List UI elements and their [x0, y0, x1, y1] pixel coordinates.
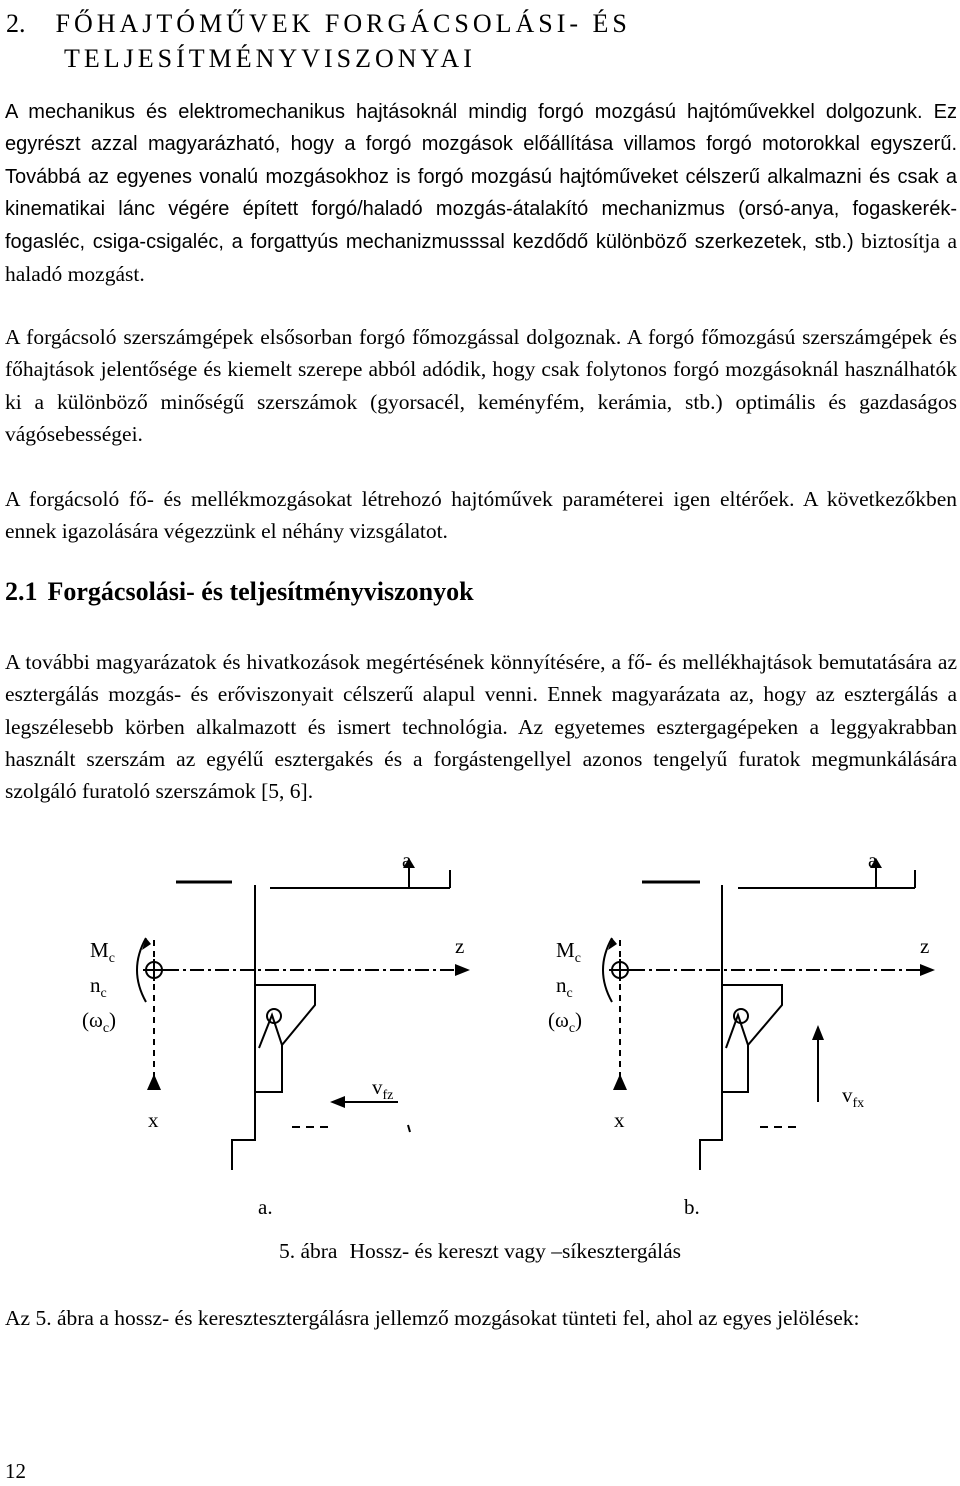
figure-caption-text: Hossz- és kereszt vagy –síkesztergálás: [349, 1239, 682, 1263]
left-label-z: z: [455, 934, 465, 958]
right-label-mc: [556, 938, 581, 967]
left-label-a: a: [402, 848, 412, 872]
right-feed-arrow: [812, 1025, 824, 1040]
left-tool-holder: [255, 985, 315, 1092]
right-tool-holder: [722, 985, 782, 1092]
right-label-vf: [842, 1083, 864, 1112]
figure-caption: [0, 1239, 960, 1264]
right-label-a: a: [868, 848, 878, 872]
paragraph-turning: A további magyarázatok és hivatkozások megértésének könnyítésére, a fő- és mellékhajtások bemutatására az esztergálás mozgás- és erőviszonyait célszerű alapul venni. Ennek magyarázata az, hogy az esztergálás a legszélesebb körben alkalmazott és ismert technológia. Az egyetemes esztergagépeken a leggyakrabban használt szerszám az egyélű esztergakés és a forgástengellyel azonos tengelyű furatok megmunkálására szolgáló furatoló szerszámok [5, 6].: [5, 650, 957, 804]
right-nc-subscript: c: [566, 986, 573, 1002]
left-omega-symbol: (ω: [82, 1008, 103, 1032]
chapter-title-line1: FŐHAJTÓMŰVEK FORGÁCSOLÁSI- ÉS: [55, 9, 631, 38]
turning-diagram-svg: [0, 840, 960, 1200]
right-omega-symbol: (ω: [548, 1008, 569, 1032]
left-vf-symbol: v: [372, 1075, 383, 1099]
right-sub-label: b.: [684, 1195, 700, 1219]
left-nc-subscript: c: [100, 986, 107, 1002]
left-label-omega: [82, 1008, 116, 1037]
right-vf-symbol: v: [842, 1083, 853, 1107]
figure-caption-number: 5. ábra: [278, 1239, 338, 1263]
right-omega-close: ): [575, 1008, 583, 1032]
left-nc-symbol: n: [90, 973, 101, 997]
section-heading: [5, 577, 474, 607]
left-x-axis-arrow: [147, 1074, 161, 1090]
paragraph-intro-serif: biztosítja a haladó mozgást.: [5, 229, 957, 287]
left-vf-subscript: fz: [382, 1088, 394, 1104]
paragraph-figure-ref: Az 5. ábra a hossz- és keresztesztergálásra jellemző mozgásokat tünteti fel, ahol az egyes jelölések:: [5, 1306, 860, 1330]
chapter-title-line2: TELJESÍTMÉNYVISZONYAI: [64, 44, 476, 73]
chapter-number: 2.: [6, 9, 26, 38]
left-label-mc: [90, 938, 115, 967]
chapter-heading: [6, 6, 946, 76]
right-cutting-insert: [726, 1015, 748, 1048]
page-number: 12: [5, 1459, 26, 1483]
left-sub-label: a.: [258, 1195, 273, 1219]
left-label-x: x: [148, 1108, 159, 1132]
right-label-omega: [548, 1008, 582, 1037]
left-mc-symbol: M: [90, 938, 109, 962]
left-mc-subscript: c: [108, 951, 115, 967]
left-feed-arrow: [330, 1096, 345, 1108]
right-x-axis-arrow: [613, 1074, 627, 1090]
right-nc-symbol: n: [556, 973, 567, 997]
right-mc-subscript: c: [574, 951, 581, 967]
right-omega-subscript: c: [568, 1021, 576, 1037]
paragraph-machine-tools: A forgácsoló szerszámgépek elsősorban forgó főmozgással dolgoznak. A forgó főmozgású szerszámgépek és főhajtások jelentősége és kiemelt szerepe abból adódik, hogy csak folytonos forgó mozgásoknál használhatók ki a különböző minőségű szerszámok (gyorsacél, keményfém, kerámia, stb.) optimális és gazdaságos vágósebességei.: [5, 325, 957, 446]
section-number: 2.1: [5, 577, 38, 606]
right-label-x: x: [614, 1108, 625, 1132]
right-workpiece-outline: [700, 885, 722, 1170]
left-omega-close: ): [109, 1008, 117, 1032]
right-vf-subscript: fx: [852, 1096, 865, 1112]
right-z-axis-arrow: [920, 964, 935, 976]
left-omega-subscript: c: [102, 1021, 110, 1037]
right-mc-symbol: M: [556, 938, 575, 962]
turning-figure: [0, 840, 960, 1219]
left-label-nc: [90, 973, 107, 1002]
paragraph-intro-sans: A mechanikus és elektromechanikus hajtásoknál mindig forgó mozgású hajtóművekkel dolgozunk. Ez egyrészt azzal magyarázható, hogy a forgó mozgások előállítása villamos forgó motorokkal egyszerű. Továbbá az egyenes vonalú mozgásokhoz is forgó mozgású hajtóműveket célszerű alkalmazni és csak a kinematikai lánc végére épített forgó/haladó mozgás-átalakító mechanizmus (orsó-anya, fogaskerék-fogasléc, csiga-csigaléc, a forgattyús mechanizmusssal kezdődő különböző szerkezetek, stb.): [5, 101, 957, 254]
paragraph-parameters: A forgácsoló fő- és mellékmozgásokat létrehozó hajtóművek paraméterei igen eltérőek. A következőkben ennek igazolására végezzünk el néhány vizsgálatot.: [5, 487, 957, 544]
paragraph-intro: [5, 96, 957, 292]
section-title: Forgácsolási- és teljesítményviszonyok: [47, 577, 474, 606]
left-label-vf: [372, 1075, 393, 1104]
right-label-nc: [556, 973, 573, 1002]
left-workpiece-outline: [232, 885, 255, 1170]
left-z-axis-arrow: [455, 964, 470, 976]
right-label-z: z: [920, 934, 930, 958]
